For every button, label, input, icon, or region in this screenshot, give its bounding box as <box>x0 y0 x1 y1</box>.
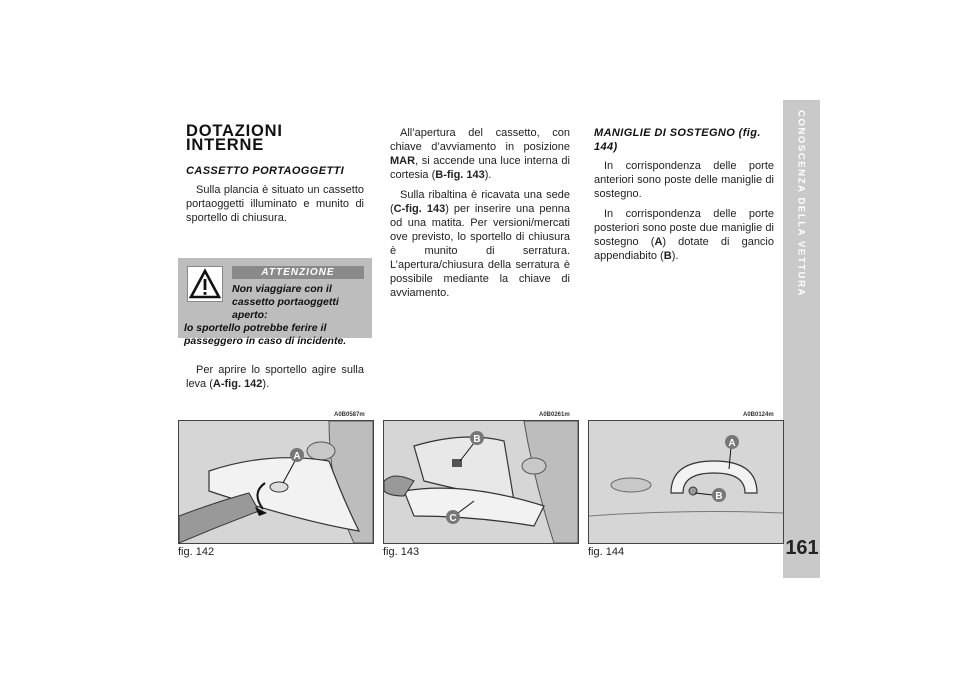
figure-code: A0B0124m <box>743 412 774 418</box>
warning-line-2: lo sportello potrebbe ferire il passeggero in caso di incidente. <box>184 322 347 347</box>
figure-code: A0B0261m <box>539 412 570 418</box>
glovebox-open-illustration <box>384 421 578 543</box>
fig-ref-a142: A-fig. 142 <box>212 378 263 390</box>
front-handles-paragraph: In corrispondenza delle porte anteriori sono poste delle maniglie di sostegno. <box>594 160 774 200</box>
glovebox-paragraph: Sulla plancia è situato un cassetto portaoggetti illuminato e munito di sportello di chiusura. <box>186 184 364 224</box>
callout-a: A <box>728 438 736 449</box>
column-2 <box>390 126 570 306</box>
open-lever-paragraph: Per aprire lo sportello agire sulla leva (A-fig. 142). <box>186 364 364 390</box>
fig-ref-c143: C-fig. 143 <box>393 203 446 215</box>
figure-caption: fig. 142 <box>178 546 215 558</box>
column-1-lower <box>186 363 364 397</box>
page-title: DOTAZIONI INTERNE <box>186 122 283 154</box>
fig-ref-b143: B-fig. 143 <box>435 169 485 181</box>
rear-handles-paragraph: In corrispondenza delle porte posteriori sono poste due maniglie di sostegno (A) dotate di gancio appendiabito (B). <box>594 208 774 262</box>
figure-caption: fig. 143 <box>383 546 420 558</box>
section-sidebar <box>783 100 820 578</box>
callout-a: A <box>293 451 301 462</box>
callout-b: B <box>473 434 481 445</box>
figure-144 <box>588 420 784 544</box>
pen-holder-paragraph: Sulla ribaltina è ricavata una sede (C-fig. 143) per inserire una penna od una matita. Per versioni/mercati ove previsto, lo sportello di chiusura è munito di serratura. L’apertura/chiusura della serratura è possibile mediante la chiave di avviamento. <box>390 189 570 299</box>
warning-box <box>178 258 372 347</box>
callout-b: B <box>715 491 723 502</box>
glovebox-lever-illustration <box>179 421 373 543</box>
section-title: CONOSCENZA DELLA VETTURA <box>795 110 807 298</box>
figure-143 <box>383 420 579 544</box>
callout-c: C <box>449 513 457 524</box>
figure-code: A0B0587m <box>334 412 365 418</box>
column-3 <box>594 126 774 269</box>
grab-handle-illustration <box>589 421 783 543</box>
page-number: 161 <box>785 537 819 559</box>
column-1 <box>186 120 364 231</box>
figure-142 <box>178 420 374 544</box>
section-subtitle-glovebox: CASSETTO PORTAOGGETTI <box>186 165 345 177</box>
warning-line-1: Non viaggiare con il cassetto portaoggetti aperto: <box>232 283 339 321</box>
warning-text <box>184 283 368 348</box>
figure-caption: fig. 144 <box>588 546 625 558</box>
section-subtitle-grab-handles: MANIGLIE DI SOSTEGNO (fig. 144) <box>594 127 761 153</box>
courtesy-light-paragraph: All’apertura del cassetto, con chiave d’avviamento in posizione MAR, si accende una luce interna di cortesia (B-fig. 143). <box>390 127 570 181</box>
warning-heading: ATTENZIONE <box>232 266 364 279</box>
key-position-mar: MAR <box>390 155 416 167</box>
